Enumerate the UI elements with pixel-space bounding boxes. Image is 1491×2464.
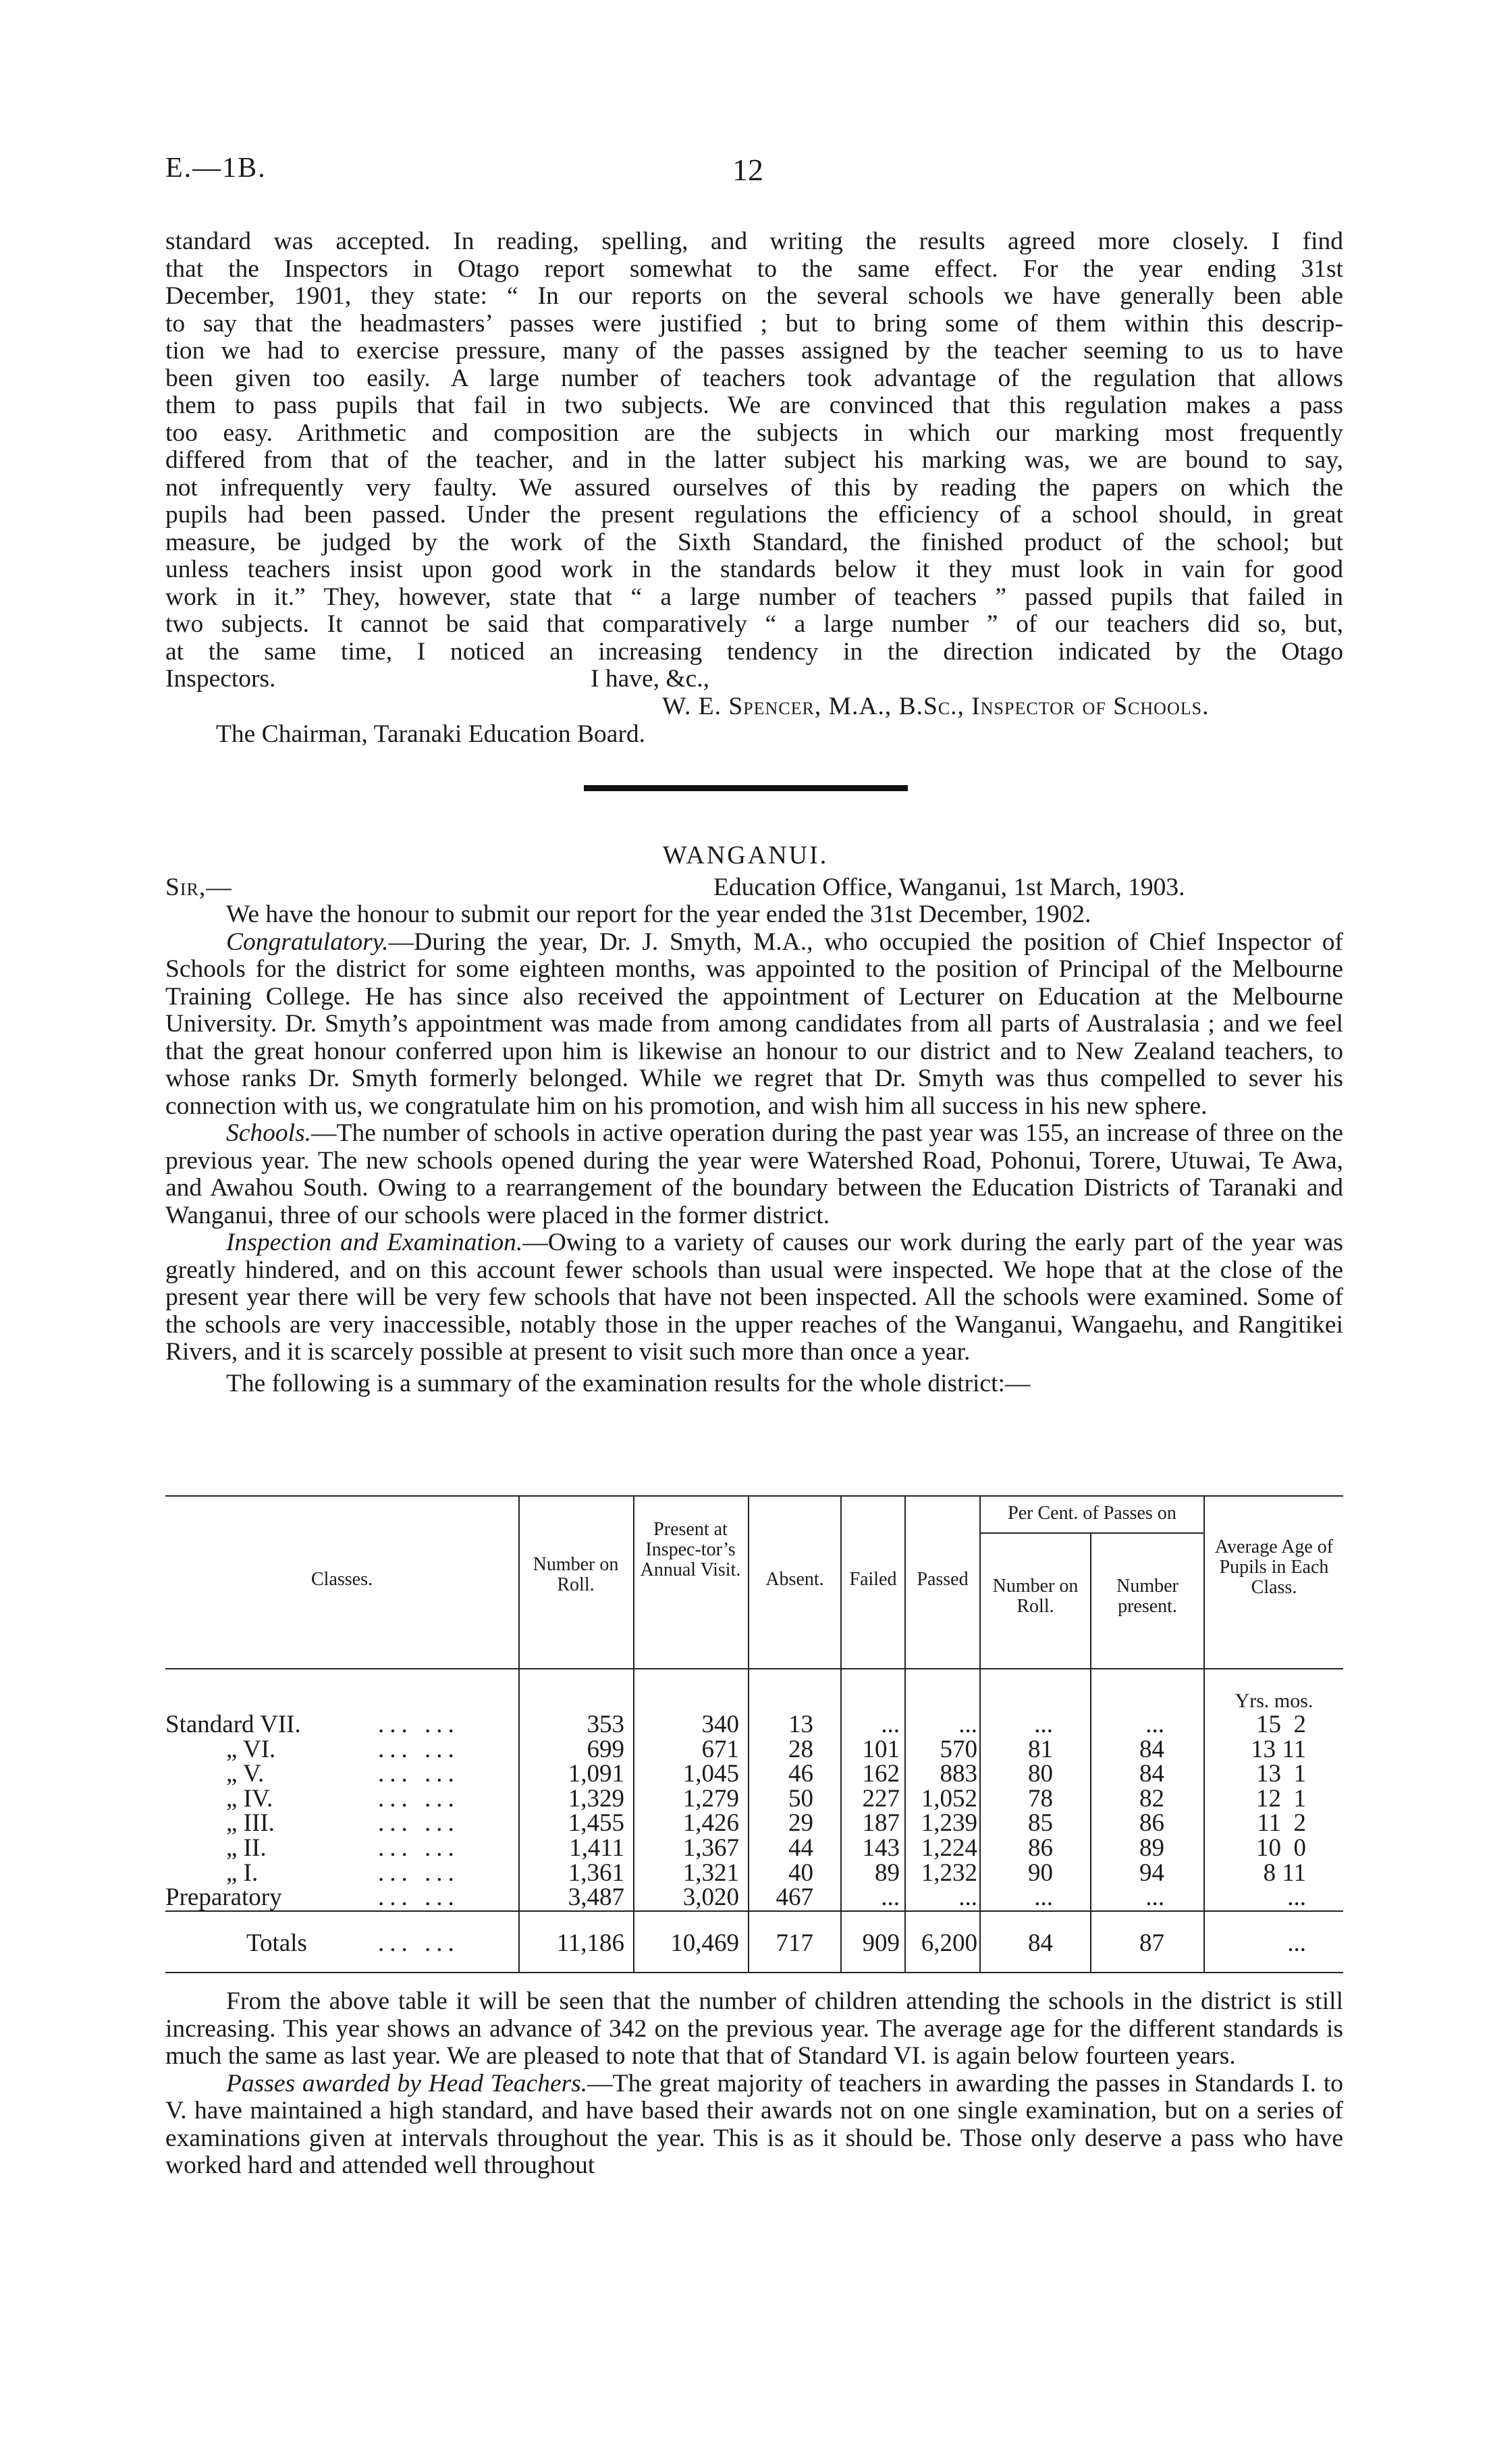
cell-age: 10 0 <box>1256 1834 1306 1862</box>
cell-roll: 1,091 <box>568 1760 624 1788</box>
table-row <box>165 1784 1343 1813</box>
years-months-label: Yrs. mos. <box>1235 1690 1313 1712</box>
cell-roll: 3,487 <box>568 1883 624 1912</box>
cell-pc-present: 94 <box>1139 1858 1164 1887</box>
text-line: measure, be judged by the work of the Sixth Standard, the finished product of the school; but <box>165 528 1343 556</box>
cell-passed: 1,232 <box>921 1858 977 1887</box>
signature: W. E. Spencer, M.A., B.Sc., Inspector of Schools. <box>662 693 1210 720</box>
after-table-text <box>165 1988 1343 2180</box>
row-class-label: „ II. <box>226 1834 267 1862</box>
cell-pc-present: 84 <box>1139 1760 1164 1788</box>
cell-roll: 11,186 <box>556 1929 624 1957</box>
cell-age: 15 2 <box>1256 1711 1306 1738</box>
cell-failed: 187 <box>862 1809 900 1838</box>
cell-passed: 6,200 <box>921 1929 977 1957</box>
col-header-per-cent: Per Cent. of Passes on <box>1008 1503 1176 1524</box>
cell-age: 13 1 <box>1256 1760 1306 1788</box>
text-line: them to pass pupils that fail in two subjects. We are convinced that this regulation makes a pass <box>165 392 1343 419</box>
totals-row <box>165 1929 1343 1957</box>
page-number: 12 <box>732 153 763 187</box>
row-class-label: Totals <box>246 1929 307 1957</box>
cell-present: 1,321 <box>682 1858 739 1887</box>
text-line: not infrequently very faulty. We assured ourselves of this by reading the papers on which the <box>165 473 1343 502</box>
closing-inspectors: Inspectors. <box>165 665 276 693</box>
cell-pc-present: 87 <box>1139 1929 1164 1957</box>
col-header-present: Present at Inspec-tor’s Annual Visit. <box>640 1519 741 1580</box>
leader-dots: ... ... <box>378 1809 460 1838</box>
carry-over-paragraph <box>165 228 1343 666</box>
cell-absent: 44 <box>788 1834 813 1862</box>
text-line: that the Inspectors in Otago report somewhat to the same effect. For the year ending 31st <box>165 255 1343 283</box>
cell-pc-roll: 84 <box>1028 1929 1053 1957</box>
cell-present: 340 <box>701 1711 739 1738</box>
cell-absent: 467 <box>776 1883 813 1912</box>
cell-passed: ... <box>958 1711 977 1738</box>
congratulatory-text: —During the year, Dr. J. Smyth, M.A., who occupied the position of Chief Inspector of Schools for the district for some eighteen months, was appointed to the position of Principal of the Melbourne Training College. He has since also received the appointment of Lecturer on Education at the Melbourne University. Dr. Smyth’s appointment was made from among candidates from all parts of Australasia ; and we feel that the great honour conferred upon him is likewise an honour to our district and to New Zealand teachers, to whose ranks Dr. Smyth formerly belonged. While we regret that Dr. Smyth was thus compelled to sever his connection with us, we congratulate him on his promotion, and wish him all success in his new sphere. <box>165 928 1343 1120</box>
wanganui-report <box>165 874 1343 1397</box>
cell-failed: 227 <box>862 1784 900 1813</box>
col-header-pc-present: Number present. <box>1116 1576 1178 1617</box>
cell-roll: 1,361 <box>568 1858 624 1887</box>
table-row <box>165 1858 1343 1887</box>
table-row <box>165 1735 1343 1761</box>
cell-pc-roll: 85 <box>1028 1809 1053 1838</box>
cell-pc-roll: 81 <box>1028 1735 1053 1763</box>
cell-age: 12 1 <box>1256 1784 1306 1813</box>
leader-dots: ... ... <box>378 1858 460 1887</box>
text-line: standard was accepted. In reading, spelling, and writing the results agreed more closely. I find <box>165 227 1343 255</box>
inspection-text: —Owing to a variety of causes our work during the early part of the year was greatly hindered, and on this account fewer schools than usual were inspected. We hope that at the close of the present year there will be very few schools that have not been inspected. All the schools were examined. Some of the schools are very inaccessible, notably those in the upper reaches of the Wanganui, Wangaehu, and Rangitikei Rivers, and it is scarcely possible at present to visit such more than once a year. <box>165 1229 1343 1366</box>
cell-absent: 40 <box>788 1858 813 1887</box>
text-line: two subjects. It cannot be said that comparatively “ a large number ” of our teachers did so, but, <box>165 610 1343 638</box>
cell-absent: 28 <box>788 1735 813 1763</box>
cell-passed: 570 <box>940 1735 977 1763</box>
row-class-label: „ V. <box>226 1760 265 1788</box>
cell-age: 13 11 <box>1251 1735 1306 1763</box>
text-line: tion we had to exercise pressure, many of the passes assigned by the teacher seeming to us to have <box>165 337 1343 365</box>
cell-roll: 1,329 <box>568 1784 624 1813</box>
leader-dots: ... ... <box>378 1929 460 1957</box>
series-code: E.—1B. <box>165 153 267 184</box>
cell-pc-roll: 78 <box>1028 1784 1053 1813</box>
cell-pc-present: 89 <box>1139 1834 1164 1862</box>
cell-roll: 1,455 <box>568 1809 624 1838</box>
leader-dots: ... ... <box>378 1711 460 1738</box>
row-class-label: Standard VII. <box>165 1711 301 1738</box>
cell-failed: 101 <box>862 1735 900 1763</box>
cell-failed: ... <box>881 1711 900 1738</box>
table-row <box>165 1759 1343 1788</box>
col-header-pc-roll: Number on Roll. <box>992 1576 1079 1617</box>
cell-present: 1,045 <box>682 1760 739 1788</box>
section-divider <box>584 785 908 791</box>
salutation: Sir,— <box>165 874 232 901</box>
text-line: work in it.” They, however, state that “ a large number of teachers ” passed pupils that failed in <box>165 583 1343 611</box>
table-row <box>165 1833 1343 1862</box>
text-line: differed from that of the teacher, and in the latter subject his marking was, we are bound to say, <box>165 446 1343 474</box>
opening-line: We have the honour to submit our report for the year ended the 31st December, 1902. <box>226 901 1091 928</box>
cell-passed: 1,239 <box>921 1809 977 1838</box>
cell-present: 1,426 <box>682 1809 739 1838</box>
summary-intro: The following is a summary of the examination results for the whole district:— <box>226 1369 1031 1397</box>
congratulatory-heading: Congratulatory. <box>226 928 389 956</box>
text-line: too easy. Arithmetic and composition are the subjects in which our marking most frequently <box>165 419 1343 447</box>
cell-age: 11 2 <box>1257 1809 1306 1838</box>
section-title: WANGANUI. <box>662 841 829 869</box>
cell-passed: 1,052 <box>921 1784 977 1813</box>
col-header-classes: Classes. <box>311 1569 373 1590</box>
cell-roll: 1,411 <box>569 1834 624 1862</box>
cell-pc-roll: ... <box>1034 1711 1053 1738</box>
cell-roll: 353 <box>587 1711 624 1738</box>
cell-pc-present: ... <box>1145 1883 1164 1912</box>
col-header-average-age: Average Age of Pupils in Each Class. <box>1214 1536 1334 1598</box>
col-header-absent: Absent. <box>765 1569 824 1590</box>
col-header-passed: Passed <box>917 1569 969 1590</box>
row-class-label: „ VI. <box>226 1735 276 1763</box>
passes-text: —The great majority of teachers in awarding the passes in Standards I. to V. have maintained a high standard, and have based their awards not on one single examination, but on a series of examinations given at intervals throughout the year. This is as it should be. Those only deserve a pass who have worked hard and attended well throughout <box>165 2069 1343 2179</box>
cell-failed: 162 <box>862 1760 900 1788</box>
schools-paragraph <box>165 1120 1343 1229</box>
cell-pc-present: 86 <box>1139 1809 1164 1838</box>
leader-dots: ... ... <box>378 1784 460 1813</box>
after-table-paragraph: From the above table it will be seen that the number of children attending the schools in the district is still increasing. This year shows an advance of 342 on the previous year. The average age for the different standards is much the same as last year. We are pleased to note that that of Standard VI. is again below fourteen years. <box>165 1987 1343 2070</box>
cell-pc-roll: 80 <box>1028 1760 1053 1788</box>
col-header-failed: Failed <box>849 1569 897 1590</box>
cell-age: ... <box>1287 1929 1306 1957</box>
addressee: The Chairman, Taranaki Education Board. <box>216 720 646 748</box>
inspection-paragraph <box>165 1229 1343 1366</box>
cell-present: 671 <box>701 1735 739 1763</box>
cell-failed: 143 <box>862 1834 900 1862</box>
leader-dots: ... ... <box>378 1735 460 1763</box>
text-line: been given too easily. A large number of teachers took advantage of the regulation that allows <box>165 364 1343 392</box>
row-class-label: „ IV. <box>226 1784 273 1813</box>
cell-age: 8 11 <box>1263 1858 1306 1887</box>
cell-pc-roll: 90 <box>1028 1858 1053 1887</box>
text-line: pupils had been passed. Under the present regulations the efficiency of a school should, in great <box>165 501 1343 529</box>
cell-failed: 909 <box>862 1929 900 1957</box>
schools-text: —The number of schools in active operation during the past year was 155, an increase of three on the previous year. The new schools opened during the year were Watershed Road, Pohonui, Torere, Utuwai, Te Awa, and Awahou South. Owing to a rearrangement of the boundary between the Education Districts of Taranaki and Wanganui, three of our schools were placed in the former district. <box>165 1119 1343 1229</box>
row-class-label: Preparatory <box>165 1883 282 1912</box>
cell-pc-present: 84 <box>1139 1735 1164 1763</box>
col-header-on-roll: Number on Roll. <box>533 1554 619 1595</box>
table-row <box>165 1883 1343 1912</box>
schools-heading: Schools. <box>226 1119 312 1147</box>
date-line: Education Office, Wanganui, 1st March, 1903. <box>713 874 1185 901</box>
cell-pc-roll: 86 <box>1028 1834 1053 1862</box>
inspection-heading: Inspection and Examination. <box>226 1229 523 1256</box>
text-line: at the same time, I noticed an increasing tendency in the direction indicated by the Otago <box>165 637 1343 666</box>
cell-passed: ... <box>958 1883 977 1912</box>
cell-roll: 699 <box>587 1735 624 1763</box>
cell-failed: ... <box>881 1883 900 1912</box>
cell-present: 3,020 <box>682 1883 739 1912</box>
leader-dots: ... ... <box>378 1760 460 1788</box>
row-class-label: „ III. <box>226 1809 275 1838</box>
cell-pc-present: 82 <box>1139 1784 1164 1813</box>
cell-pc-roll: ... <box>1034 1883 1053 1912</box>
cell-present: 1,367 <box>682 1834 739 1862</box>
cell-absent: 13 <box>788 1711 813 1738</box>
cell-absent: 717 <box>776 1929 813 1957</box>
cell-present: 10,469 <box>670 1929 739 1957</box>
text-line: to say that the headmasters’ passes were justified ; but to bring some of them within this descrip- <box>165 309 1343 338</box>
passes-heading: Passes awarded by Head Teachers. <box>226 2069 588 2097</box>
cell-absent: 29 <box>788 1809 813 1838</box>
table-row <box>165 1809 1343 1838</box>
passes-paragraph <box>165 2070 1343 2180</box>
text-line: December, 1901, they state: “ In our reports on the several schools we have generally been able <box>165 282 1343 310</box>
letter-closing <box>165 666 1343 749</box>
cell-pc-present: ... <box>1145 1711 1164 1738</box>
cell-passed: 883 <box>940 1760 977 1788</box>
examination-results-table <box>165 1495 1343 1973</box>
leader-dots: ... ... <box>378 1883 460 1912</box>
leader-dots: ... ... <box>378 1834 460 1862</box>
cell-present: 1,279 <box>682 1784 739 1813</box>
text-line: unless teachers insist upon good work in the standards below it they must look in vain for good <box>165 556 1343 583</box>
cell-absent: 50 <box>788 1784 813 1813</box>
cell-passed: 1,224 <box>921 1834 977 1862</box>
table-row <box>165 1710 1343 1736</box>
cell-failed: 89 <box>875 1858 900 1887</box>
page-header <box>165 152 1343 192</box>
congratulatory-paragraph <box>165 929 1343 1121</box>
closing-i-have: I have, &c., <box>591 665 709 693</box>
cell-age: ... <box>1287 1883 1306 1912</box>
row-class-label: „ I. <box>226 1858 259 1887</box>
cell-absent: 46 <box>788 1760 813 1788</box>
